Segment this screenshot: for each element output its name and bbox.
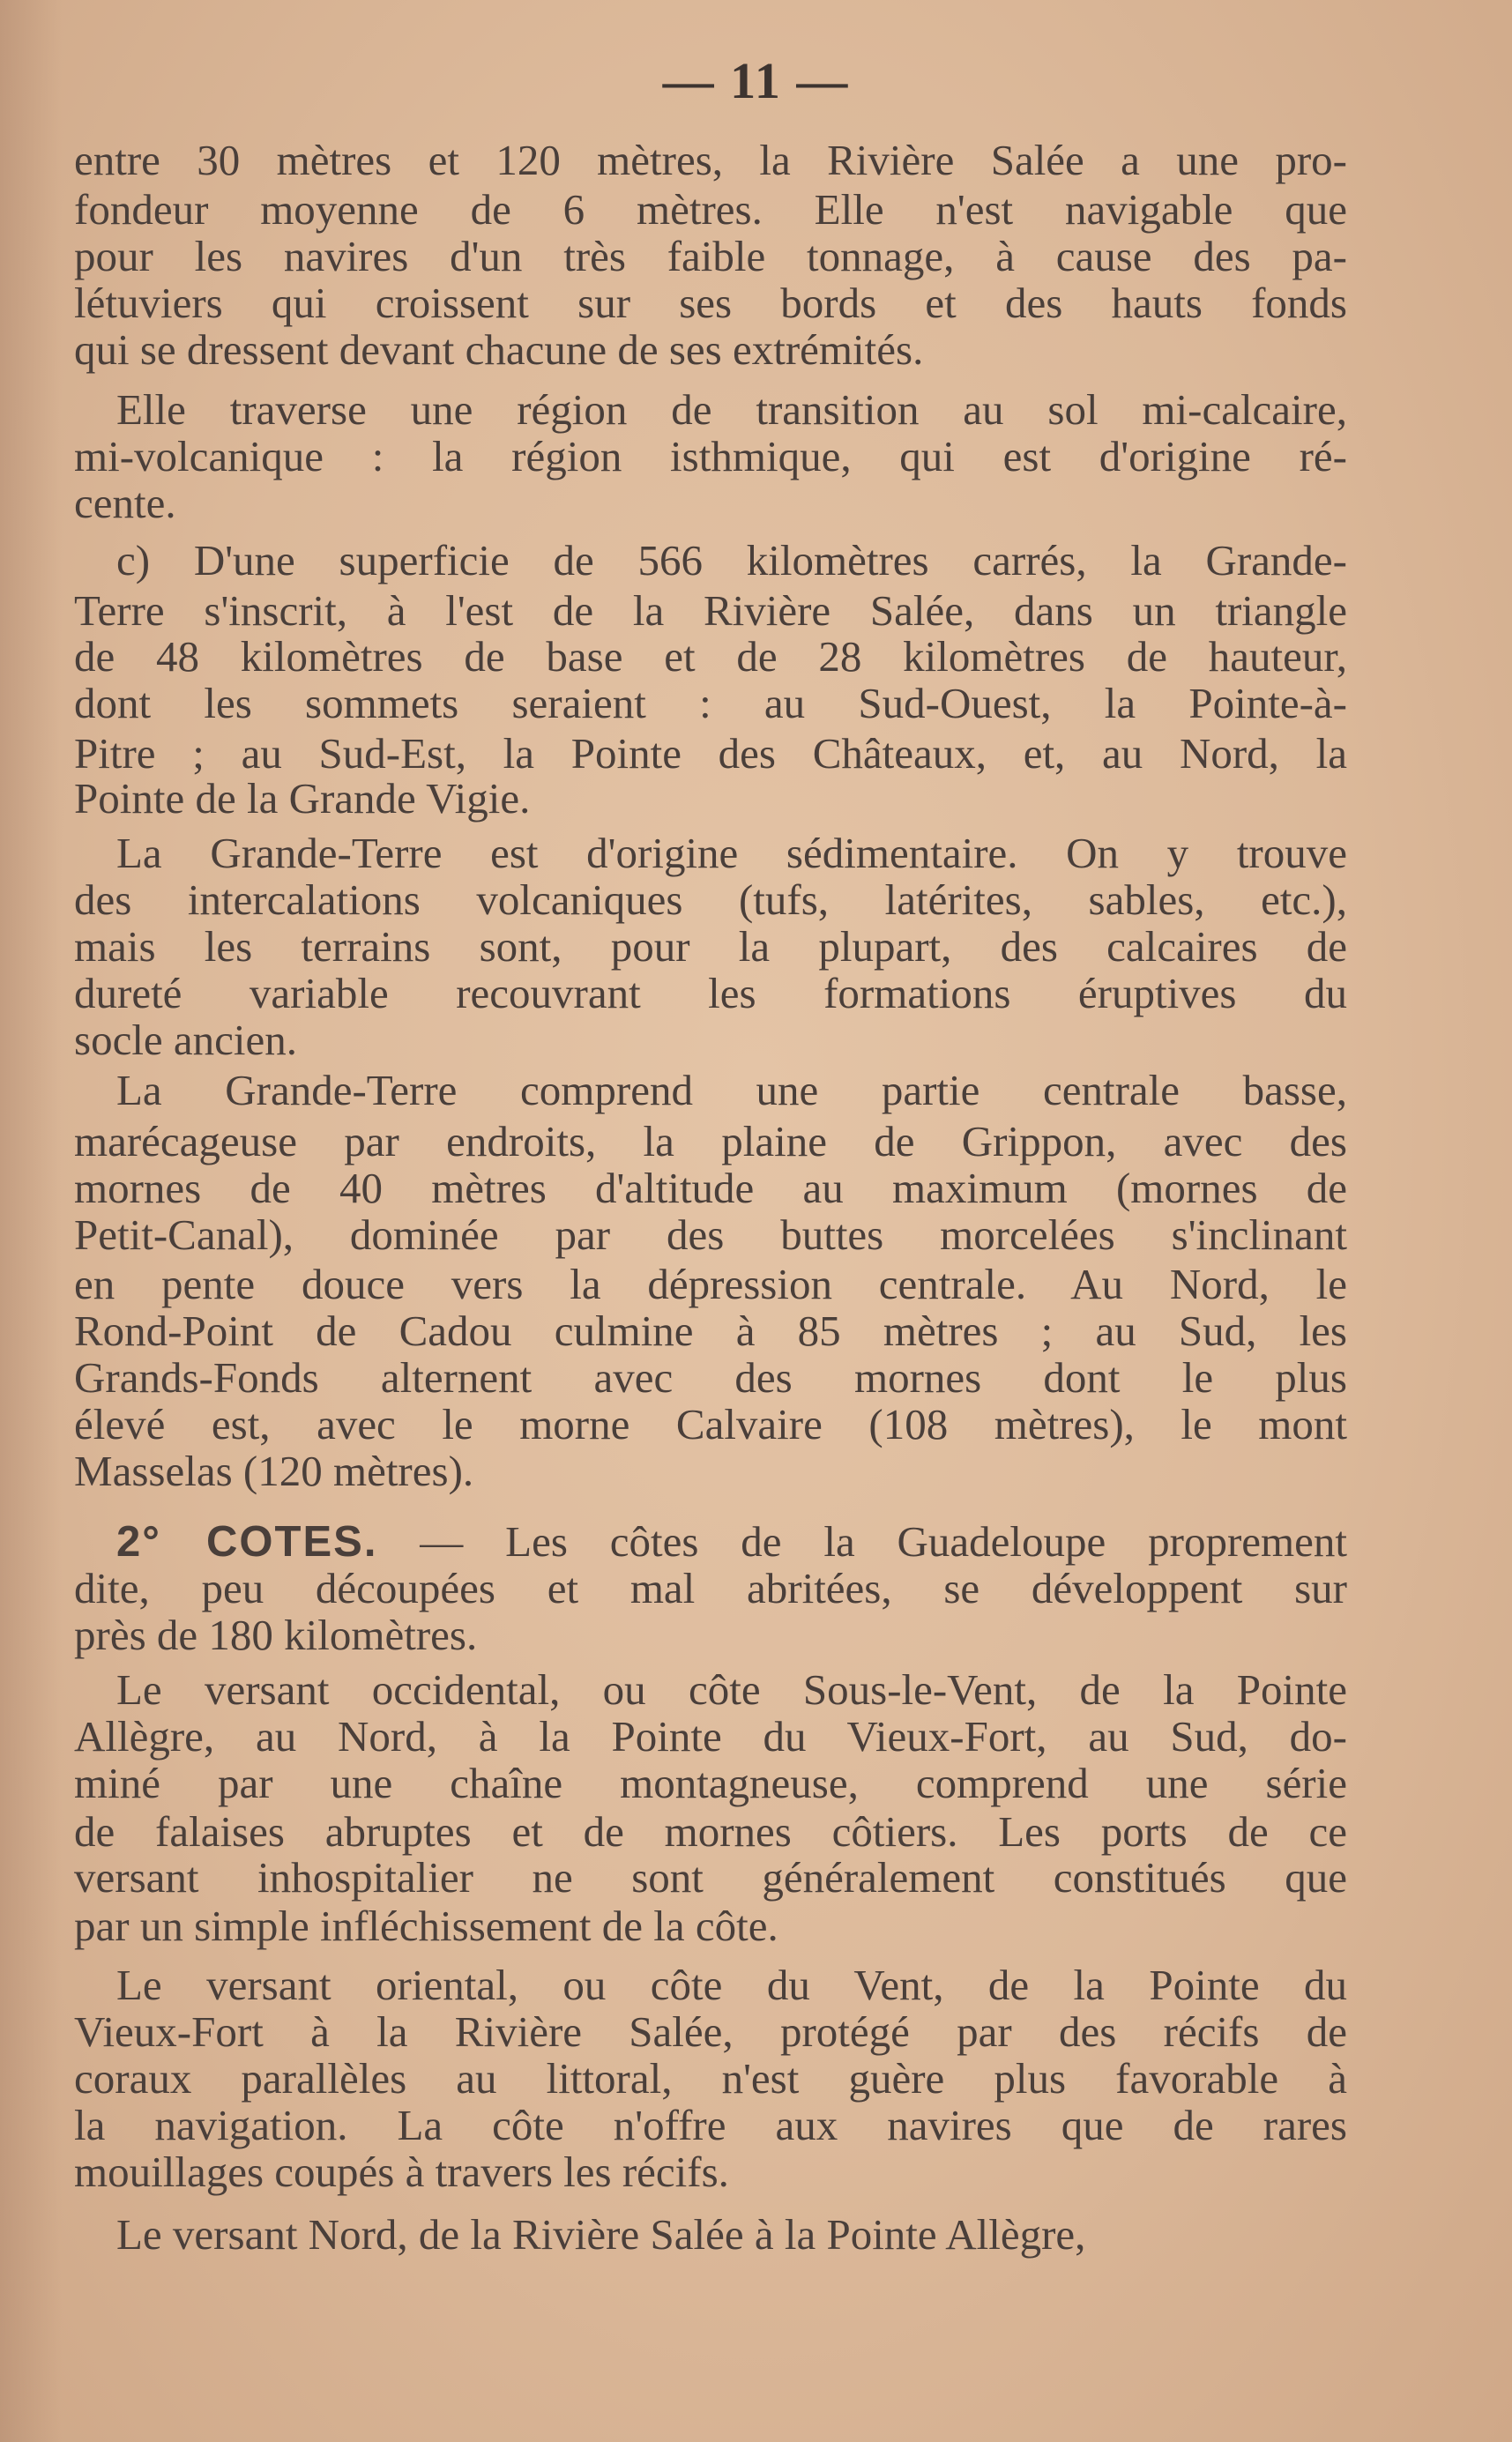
line-text: la navigation. La côte n'offre aux navires que de rares [74, 2101, 1347, 2149]
line-text: létuviers qui croissent sur ses bords et des hauts fonds [74, 279, 1347, 327]
text-line [116, 1067, 1347, 1114]
text-line [74, 1261, 1347, 1308]
text-line [74, 587, 1347, 635]
text-line [74, 1307, 1347, 1355]
text-line [74, 1448, 1347, 1495]
text-line [74, 2102, 1347, 2149]
text-line [74, 2008, 1347, 2056]
text-line [74, 480, 1347, 527]
text-line [74, 775, 1347, 823]
line-text: — Les côtes de la Guadeloupe proprement [377, 1517, 1347, 1566]
line-text: cente. [74, 479, 176, 527]
text-line [74, 680, 1347, 727]
text-line [74, 1401, 1347, 1448]
text-line [74, 1165, 1347, 1212]
text-line [74, 186, 1347, 234]
text-line [74, 1354, 1347, 1402]
line-text: Le versant occidental, ou côte Sous-le-Vent, de la Pointe [116, 1665, 1347, 1714]
line-text: Masselas (120 mètres). [74, 1447, 474, 1495]
line-text: Allègre, au Nord, à la Pointe du Vieux-Fort, au Sud, do- [74, 1712, 1347, 1761]
text-line [74, 1713, 1347, 1761]
line-text: Pitre ; au Sud-Est, la Pointe des Châteaux, et, au Nord, la [74, 729, 1347, 778]
line-text: de falaises abruptes et de mornes côtiers. Les ports de ce [74, 1807, 1347, 1856]
line-text: socle ancien. [74, 1016, 298, 1064]
line-text: qui se dressent devant chacune de ses extrémités. [74, 325, 924, 374]
line-text: élevé est, avec le morne Calvaire (108 mètres), le mont [74, 1400, 1347, 1448]
line-text: dureté variable recouvrant les formations éruptives du [74, 969, 1347, 1017]
line-text: de 48 kilomètres de base et de 28 kilomètres de hauteur, [74, 632, 1347, 681]
line-text: Le versant Nord, de la Rivière Salée à la Pointe Allègre, [116, 2210, 1086, 2259]
line-text: mais les terrains sont, pour la plupart, des calcaires de [74, 922, 1347, 971]
text-line [74, 1211, 1347, 1259]
text-line [74, 137, 1347, 184]
text-line [116, 2211, 1347, 2259]
line-text: près de 180 kilomètres. [74, 1611, 478, 1659]
line-text: par un simple infléchissement de la côte. [74, 1902, 778, 1950]
line-text: La Grande-Terre comprend une partie centrale basse, [116, 1066, 1347, 1114]
text-line [74, 2055, 1347, 2103]
line-text: entre 30 mètres et 120 mètres, la Rivière Salée a une pro- [74, 136, 1347, 184]
text-line [74, 1808, 1347, 1856]
text-line [74, 1760, 1347, 1807]
line-text: mi-volcanique : la région isthmique, qui est d'origine ré- [74, 432, 1347, 480]
line-text: pour les navires d'un très faible tonnage, à cause des pa- [74, 232, 1347, 280]
line-text: dite, peu découpées et mal abritées, se développent sur [74, 1564, 1347, 1612]
page-number: — 11 — [662, 52, 850, 109]
text-line [116, 830, 1347, 877]
text-line [116, 1666, 1347, 1714]
line-text: Vieux-Fort à la Rivière Salée, protégé par des récifs de [74, 2007, 1347, 2056]
line-text: Elle traverse une région de transition au sol mi-calcaire, [116, 385, 1347, 434]
text-line [74, 970, 1347, 1017]
line-text: La Grande-Terre est d'origine sédimentaire. On y trouve [116, 829, 1347, 877]
text-line [74, 1565, 1347, 1612]
page-edge-shadow [0, 0, 62, 2442]
line-text: coraux parallèles au littoral, n'est guère plus favorable à [74, 2054, 1347, 2103]
line-text: Rond-Point de Cadou culmine à 85 mètres ; au Sud, les [74, 1307, 1347, 1355]
line-text: dont les sommets seraient : au Sud-Ouest, la Pointe-à- [74, 679, 1347, 727]
text-line [74, 1854, 1347, 1902]
line-text: Petit-Canal), dominée par des buttes morcelées s'inclinant [74, 1210, 1347, 1259]
text-line [74, 1016, 1347, 1064]
text-line [116, 386, 1347, 434]
text-line [116, 1518, 1347, 1566]
line-text: fondeur moyenne de 6 mètres. Elle n'est navigable que [74, 185, 1347, 234]
line-text: versant inhospitalier ne sont généralement constitués que [74, 1853, 1347, 1902]
text-line [116, 537, 1347, 584]
line-text: mornes de 40 mètres d'altitude au maximum (mornes de [74, 1164, 1347, 1212]
text-line [74, 633, 1347, 681]
line-text: miné par une chaîne montagneuse, comprend une série [74, 1759, 1347, 1807]
text-line [74, 2148, 1347, 2196]
text-line [74, 1612, 1347, 1659]
line-text: Terre s'inscrit, à l'est de la Rivière Salée, dans un triangle [74, 586, 1347, 635]
text-line [74, 326, 1347, 374]
text-line [74, 876, 1347, 924]
line-text: Grands-Fonds alternent avec des mornes dont le plus [74, 1353, 1347, 1402]
line-text: Le versant oriental, ou côte du Vent, de la Pointe du [116, 1961, 1347, 2009]
line-text: mouillages coupés à travers les récifs. [74, 2148, 729, 2196]
text-line [74, 433, 1347, 480]
text-line [74, 923, 1347, 971]
text-line [74, 730, 1347, 778]
line-text: des intercalations volcaniques (tufs, latérites, sables, etc.), [74, 875, 1347, 924]
line-text: c) D'une superficie de 566 kilomètres carrés, la Grande- [116, 536, 1347, 584]
line-text: Pointe de la Grande Vigie. [74, 774, 531, 823]
line-text: marécageuse par endroits, la plaine de Grippon, avec des [74, 1117, 1347, 1165]
section-heading: 2° COTES. [116, 1518, 378, 1566]
text-line [116, 1962, 1347, 2009]
text-line [74, 1118, 1347, 1165]
text-line [74, 279, 1347, 327]
text-line [74, 233, 1347, 280]
text-line [74, 1902, 1347, 1950]
line-text: en pente douce vers la dépression centrale. Au Nord, le [74, 1260, 1347, 1308]
